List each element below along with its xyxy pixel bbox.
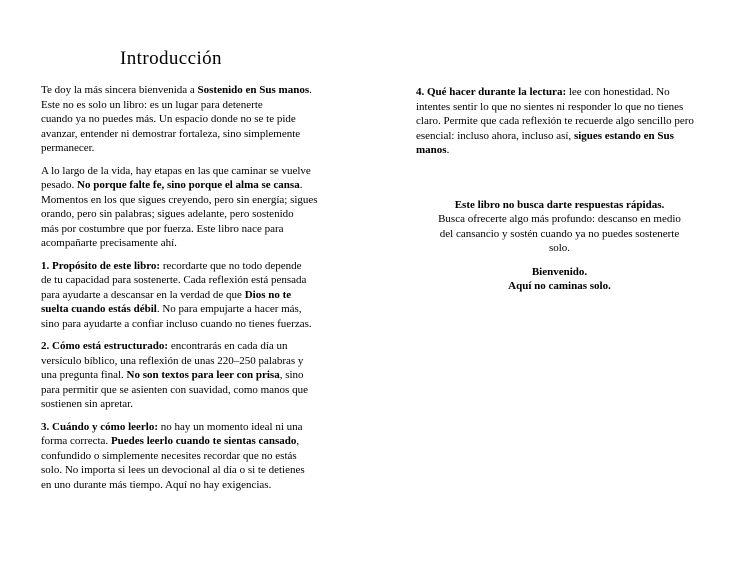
page-title: Introducción [120,48,222,69]
left-column [41,48,323,500]
section-1-purpose-paragraph: 1. Propósito de este libro: recordarte que no todo depende de tu capacidad para sostenerte. Cada reflexión está pensada para ayudarte a descansar en la verdad de que Dios no te suelta cuando estás débil. No para empujarte a hacer más, sino para ayudarte a confiar incluso cuando no tienes fuerzas. [41,259,312,330]
soul-weariness-paragraph: A lo largo de la vida, hay etapas en las que caminar se vuelve pesado. No porque falte fe, sino porque el alma se cansa. Momentos en los que sigues creyendo, pero sin energía; sigues orando, pero sin palabras; sigues adelante, pero sostenido más por costumbre que por fuerza. Este libro nace para acompañarte precisamente ahí. [41,164,318,249]
section-4-during-reading-paragraph: 4. Qué hacer durante la lectura: lee con honestidad. No intentes sentir lo que no sientes ni responder lo que no tienes claro. Permite que cada reflexión te recuerde algo sencillo pero esencial: incluso ahora, incluso así, sigues estando en Sus manos. [416,86,694,156]
intro-welcome-paragraph: Te doy la más sincera bienvenida a Sostenido en Sus manos. Este no es solo un libro: es un lugar para detenerte cuando ya no puedes más. Un espacio donde no se te pide avanzar, entender ni demostrar fortaleza, sino simplemente permanecer. [41,84,312,154]
section-2-structure-paragraph: 2. Cómo está estructurado: encontrarás en cada día un versículo bíblico, una reflexión de unas 220–250 palabras y una pregunta final. No son textos para leer con prisa, sino para permitir que se asienten con suavidad, como manos que sostienen sin apretar. [41,340,308,410]
book-promise-paragraph: Este libro no busca darte respuestas rápidas. Busca ofrecerte algo más profundo: descanso en medio del cansancio y sostén cuando ya no puedes sostenerte solo. [438,198,681,254]
right-column [416,85,703,294]
welcome-closing-paragraph: Bienvenido. Aquí no caminas solo. [508,265,611,292]
closing-block [416,198,703,294]
section-3-when-how-paragraph: 3. Cuándo y cómo leerlo: no hay un momento ideal ni una forma correcta. Puedes leerlo cuando te sientas cansado, confundido o simplemente necesites recordar que no estás solo. No importa si lees un devocional al día o si te detienes en uno durante más tiempo. Aquí no hay exigencias. [41,420,305,491]
